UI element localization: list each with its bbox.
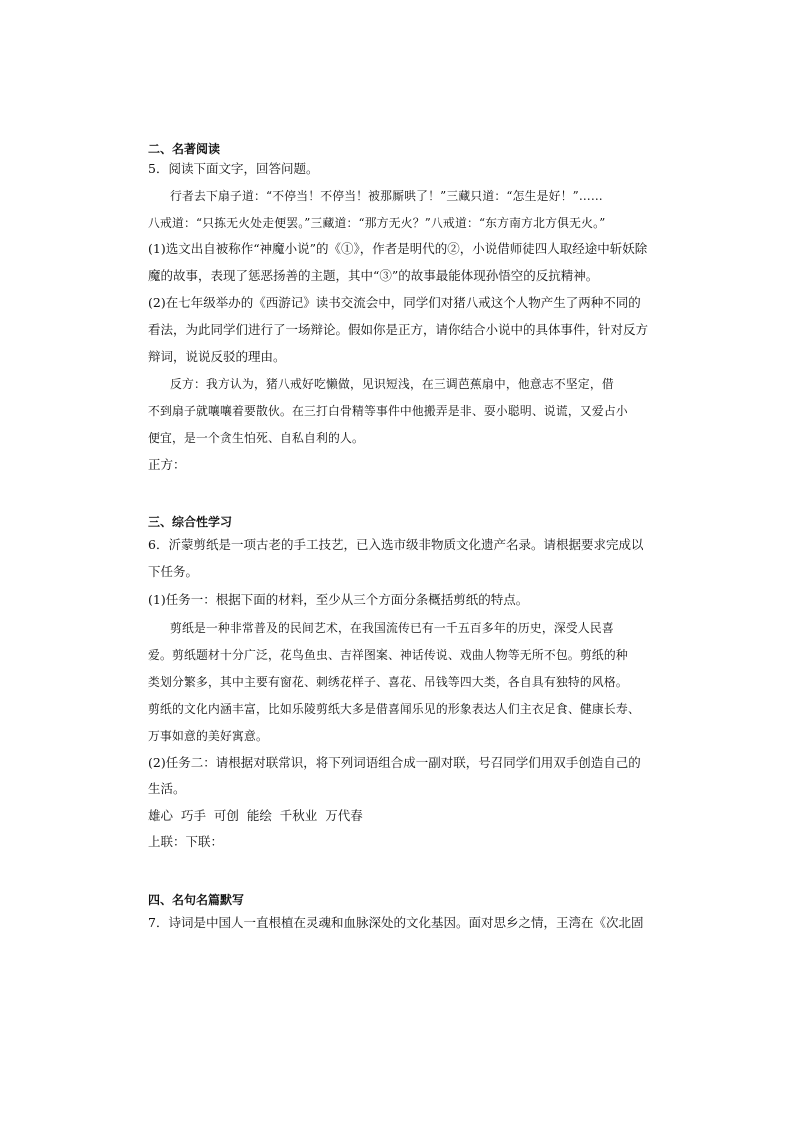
passage-line: 行者去下扇子道：“不停当！不停当！被那厮哄了！”三藏只道：“怎生是好！”…… [170,189,603,203]
question-5-sub2-line: 辩词，说说反驳的理由。 [148,349,286,364]
opponent-argument-line: 便宜，是一个贪生怕死、自私自利的人。 [148,431,364,445]
task-1-prompt: (1)任务一：根据下面的材料，至少从三个方面分条概括剪纸的特点。 [148,592,529,607]
opponent-argument-line: 不到扇子就嚷嚷着要散伙。在三打白骨精等事件中他搬弄是非、耍小聪明、说谎，又爱占小 [148,404,628,418]
couplet-word-list: 雄心 巧手 可创 能绘 千秋业 万代春 [148,808,363,823]
affirmative-answer-label: 正方： [148,457,186,472]
opponent-argument-line: 反方：我方认为，猪八戒好吃懒做，见识短浅，在三调芭蕉扇中，他意志不坚定，借 [170,377,614,391]
section-heading-famous-lines: 四、名句名篇默写 [148,893,245,907]
material-line: 剪纸是一种非常普及的民间艺术，在我国流传已有一千五百多年的历史，深受人民喜 [170,621,614,635]
material-line: 万事如意的美好寓意。 [148,729,268,743]
question-6-stem-line: 下任务。 [148,564,199,579]
passage-line: 八戒道：“只拣无火处走便罢。”三藏道：“那方无火？”八戒道：“东方南方北方俱无火。” [148,216,606,230]
material-line: 爱。剪纸题材十分广泛，花鸟鱼虫、吉祥图案、神话传说、戏曲人物等无所不包。剪纸的种 [148,648,628,662]
question-7-stem: 7．诗词是中国人一直根植在灵魂和血脉深处的文化基因。面对思乡之情，王湾在《次北固 [148,915,644,930]
material-line: 剪纸的文化内涵丰富，比如乐陵剪纸大多是借喜闻乐见的形象表达人们主衣足食、健康长寿、 [148,702,640,716]
question-5-sub1-line: 魔的故事，表现了惩恶扬善的主题，其中“③”的故事最能体现孙悟空的反抗精神。 [148,268,599,283]
section-heading-comprehensive-study: 三、综合性学习 [148,515,233,529]
couplet-answer-label: 上联：下联： [148,834,224,849]
question-5-sub2-line: 看法，为此同学们进行了一场辩论。假如你是正方，请你结合小说中的具体事件，针对反方 [148,322,649,337]
question-5-stem: 5．阅读下面文字，回答问题。 [148,161,319,176]
task-2-prompt-line: 生活。 [148,781,186,796]
material-line: 类划分繁多，其中主要有窗花、刺绣花样子、喜花、吊钱等四大类，各自具有独特的风格。 [148,675,628,689]
task-2-prompt-line: (2)任务二：请根据对联常识，将下列词语组合成一副对联，号召同学们用双手创造自己的 [148,755,641,770]
question-5-sub1-line: (1)选文出自被称作“神魔小说”的《①》，作者是明代的②，小说借师徒四人取经途中斩妖除 [148,241,648,256]
question-6-stem-line: 6．沂蒙剪纸是一项古老的手工技艺，已入选市级非物质文化遗产名录。请根据要求完成以 [148,537,644,552]
question-5-sub2-line: (2)在七年级举办的《西游记》读书交流会中，同学们对猪八戒这个人物产生了两种不同的 [148,295,641,310]
section-heading-famous-works: 二、名著阅读 [148,142,221,156]
